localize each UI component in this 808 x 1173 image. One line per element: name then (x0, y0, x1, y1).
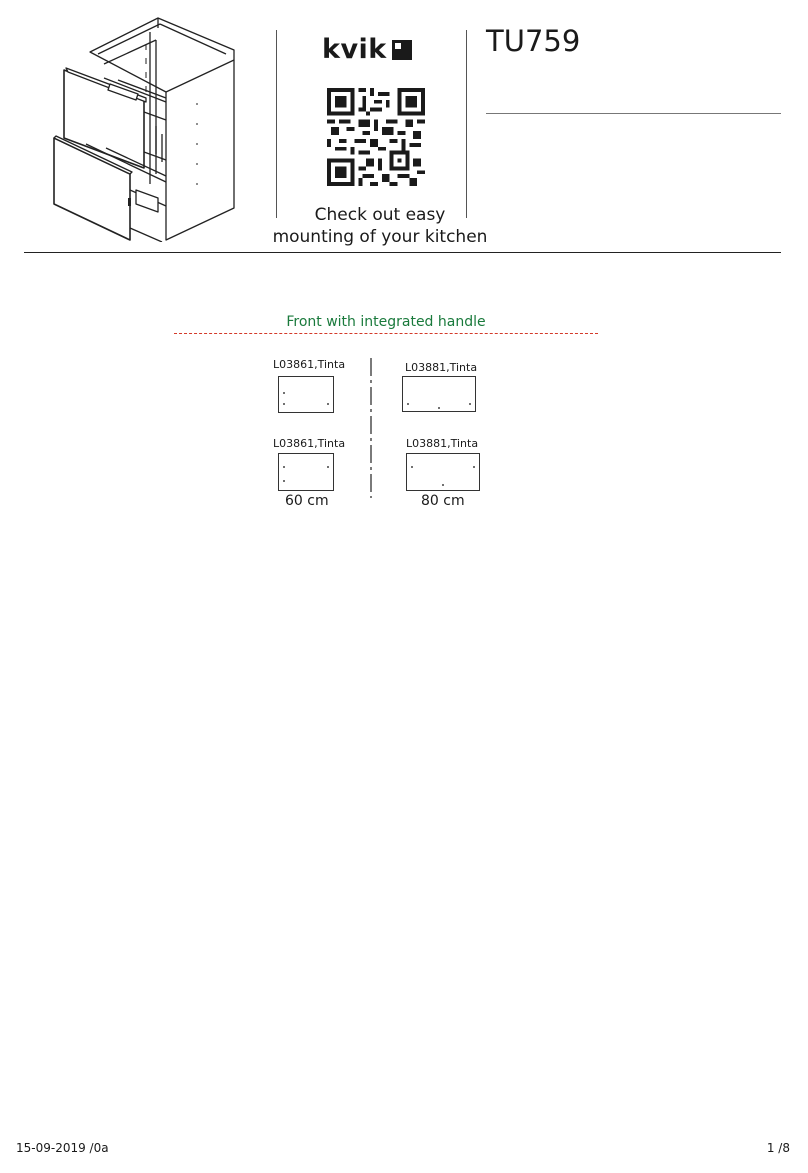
front-code-right-bottom: L03881,Tinta (406, 437, 479, 450)
footer-date: 15-09-2019 /0a (16, 1141, 109, 1155)
model-number: TU759 (486, 24, 581, 58)
header-divider-left (276, 30, 277, 218)
hinge-dot (283, 480, 285, 482)
kvik-logo-square-icon (392, 40, 412, 60)
tagline-line-1: Check out easy (314, 205, 446, 225)
size-divider (367, 358, 375, 498)
size-label-80: 80 cm (421, 493, 465, 509)
hinge-dot (327, 466, 329, 468)
hinge-dot (469, 403, 471, 405)
size-label-60: 60 cm (285, 493, 329, 509)
front-code-left-bottom: L03861,Tinta (273, 437, 346, 450)
section-rule (174, 333, 598, 334)
model-underline (486, 113, 781, 114)
tagline (270, 204, 490, 248)
header-rule (24, 252, 781, 253)
front-thumbnail-80-bottom (406, 453, 480, 491)
front-code-right-top: L03881,Tinta (405, 361, 478, 374)
front-thumbnail-60-bottom (278, 453, 334, 491)
hinge-dot (438, 407, 440, 409)
front-thumbnail-80-top (402, 376, 476, 412)
hinge-dot (411, 466, 413, 468)
hinge-dot (442, 484, 444, 486)
hinge-dot (473, 466, 475, 468)
hinge-dot (407, 403, 409, 405)
footer-page-number: 1 /8 (766, 1141, 790, 1155)
brand-logo (322, 36, 412, 63)
qr-code-icon (327, 88, 425, 186)
hinge-dot (283, 403, 285, 405)
front-code-left-top: L03861,Tinta (273, 358, 346, 371)
hinge-dot (327, 403, 329, 405)
hinge-dot (283, 392, 285, 394)
brand-wordmark: kvik (322, 34, 387, 65)
header-divider-right (466, 30, 467, 218)
section-title: Front with integrated handle (286, 314, 486, 330)
hinge-dot (283, 466, 285, 468)
cabinet-illustration-icon (46, 14, 242, 242)
tagline-line-2: mounting of your kitchen (272, 227, 488, 247)
front-thumbnail-60-top (278, 376, 334, 413)
